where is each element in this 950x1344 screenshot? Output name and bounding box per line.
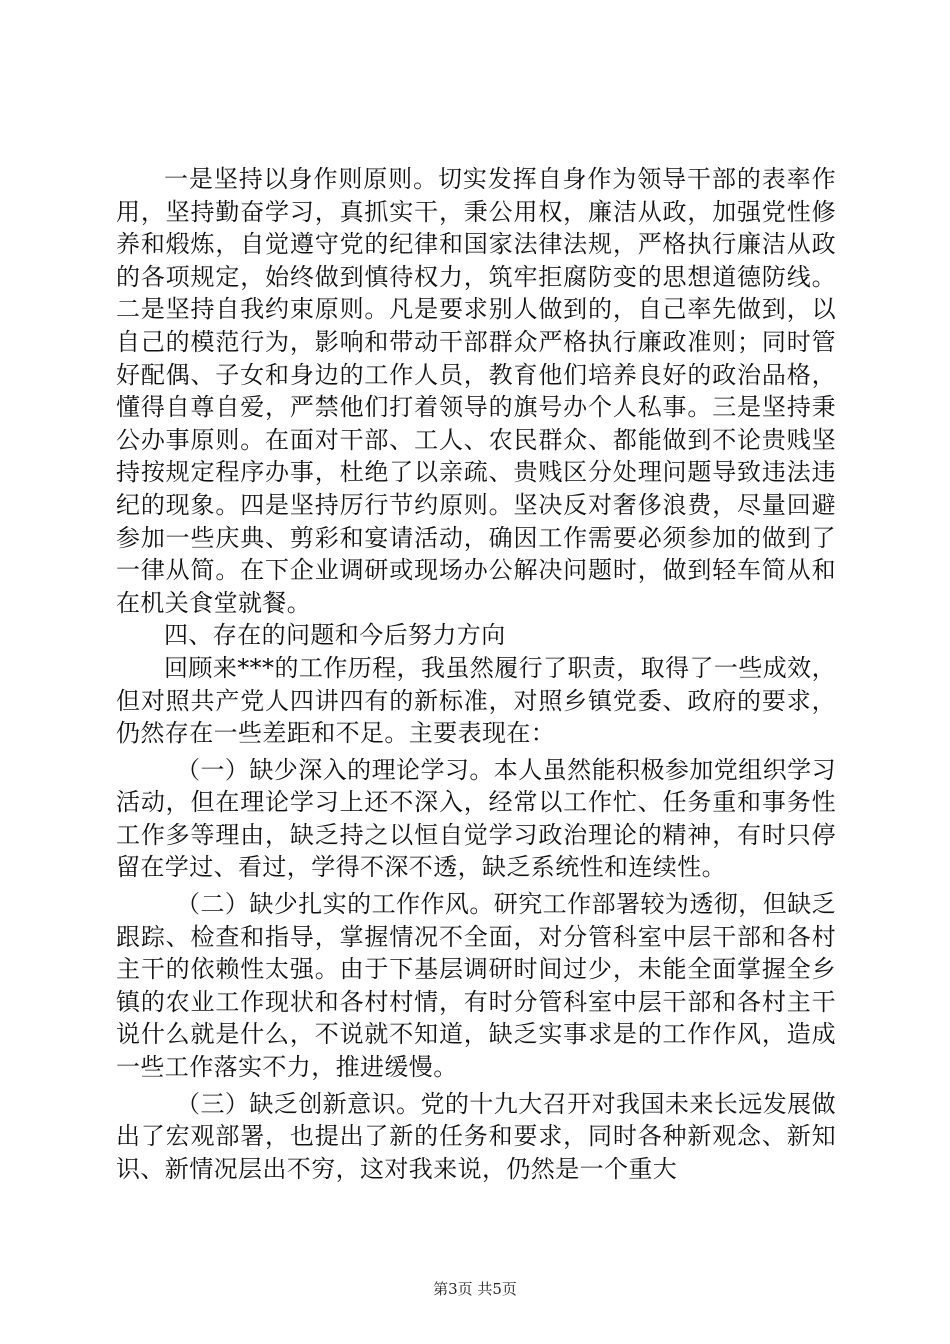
document-body — [116, 163, 836, 1185]
paragraph-problem-1: （一）缺少深入的理论学习。本人虽然能积极参加党组织学习活动，但在理论学习上还不深入，经常以工作忙、任务重和事务性工作多等理由，缺乏持之以恒自觉学习政治理论的精神，有时只停留在学过、看过，学得不深不透，缺乏系统性和连续性。 — [116, 755, 836, 882]
page-number: 第3页 共5页 — [433, 1280, 517, 1298]
paragraph-integrity-principles: 一是坚持以身作则原则。切实发挥自身作为领导干部的表率作用，坚持勤奋学习，真抓实干，秉公用权，廉洁从政，加强党性修养和煅炼，自觉遵守党的纪律和国家法律法规，严格执行廉洁从政的各项规定，始终做到慎待权力，筑牢拒腐防变的思想道德防线。二是坚持自我约束原则。凡是要求别人做到的，自己率先做到，以自己的模范行为，影响和带动干部群众严格执行廉政准则；同时管好配偶、子女和身边的工作人员，教育他们培养良好的政治品格，懂得自尊自爱，严禁他们打着领导的旗号办个人私事。三是坚持秉公办事原则。在面对干部、工人、农民群众、都能做到不论贵贱坚持按规定程序办事，杜绝了以亲疏、贵贱区分处理问题导致违法违纪的现象。四是坚持厉行节约原则。坚决反对奢侈浪费，尽量回避参加一些庆典、剪彩和宴请活动，确因工作需要必须参加的做到了一律从简。在下企业调研或现场办公解决问题时，做到轻车简从和在机关食堂就餐。 — [116, 165, 836, 617]
section-heading-problems: 四、存在的问题和今后努力方向 — [164, 621, 506, 650]
paragraph-problem-3: （三）缺乏创新意识。党的十九大召开对我国未来长远发展做出了宏观部署，也提出了新的任务和要求，同时各种新观念、新知识、新情况层出不穷，这对我来说，仍然是一个重大 — [116, 1089, 836, 1183]
paragraph-review: 回顾来***的工作历程，我虽然履行了职责，取得了一些成效，但对照共产党人四讲四有的新标准，对照乡镇党委、政府的要求，仍然存在一些差距和不足。主要表现在： — [116, 653, 836, 748]
paragraph-problem-2: （二）缺少扎实的工作作风。研究工作部署较为透彻，但缺乏跟踪、检查和指导，掌握情况不全面，对分管科室中层干部和各村主干的依赖性太强。由于下基层调研时间过少，未能全面掌握全乡镇的农业工作现状和各村村情，有时分管科室中层干部和各村主干说什么就是什么，不说就不知道，缺乏实事求是的工作作风，造成一些工作落实不力，推进缓慢。 — [116, 890, 836, 1082]
